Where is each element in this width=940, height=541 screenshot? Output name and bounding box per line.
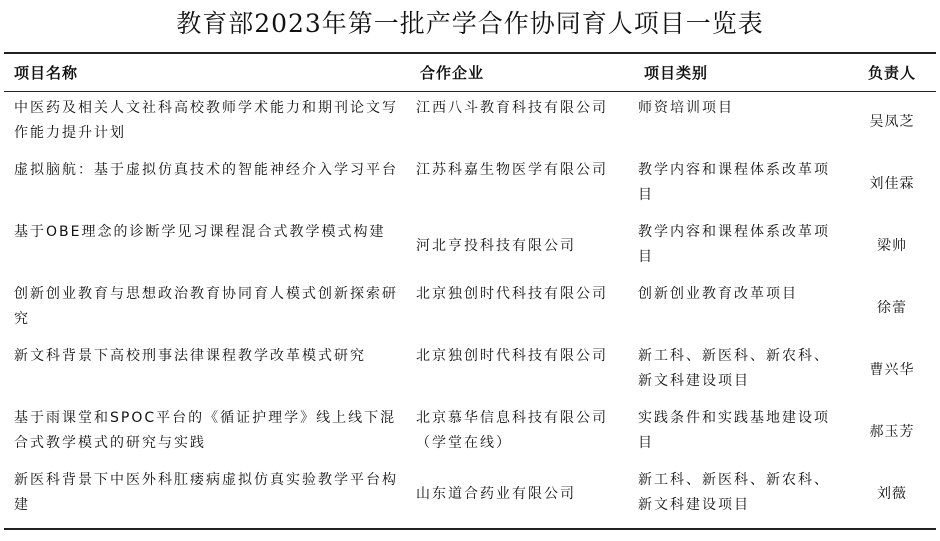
cell-category: 新工科、新医科、新农科、新文科建设项目	[638, 472, 830, 513]
cell-leader: 曹兴华	[869, 361, 915, 378]
cell-project-name: 虚拟脑航：基于虚拟仿真技术的智能神经介入学习平台	[14, 162, 398, 178]
cell-leader: 郝玉芳	[869, 423, 915, 440]
header-leader: 负责人	[867, 64, 916, 82]
table-row	[4, 463, 936, 525]
cell-leader: 徐蕾	[877, 299, 907, 316]
cell-project-name: 新文科背景下高校刑事法律课程教学改革模式研究	[14, 348, 366, 364]
table-row	[4, 215, 936, 277]
table-row	[4, 277, 936, 339]
cell-project-name: 创新创业教育与思想政治教育协同育人模式创新探索研究	[14, 286, 398, 327]
cell-category: 实践条件和实践基地建设项目	[638, 410, 830, 451]
cell-category: 教学内容和课程体系改革项目	[638, 162, 830, 203]
header-category: 项目类别	[644, 64, 709, 82]
cell-category: 教学内容和课程体系改革项目	[638, 224, 830, 265]
cell-category: 新工科、新医科、新农科、新文科建设项目	[638, 348, 830, 389]
table-row	[4, 339, 936, 401]
table-row	[4, 91, 936, 153]
cell-category: 创新创业教育改革项目	[638, 286, 798, 302]
table-row	[4, 401, 936, 463]
cell-leader: 刘佳霖	[869, 175, 915, 192]
cell-company: 北京独创时代科技有限公司	[416, 286, 608, 302]
cell-leader: 吴凤芝	[869, 113, 915, 130]
cell-company: 北京慕华信息科技有限公司（学堂在线）	[416, 410, 608, 451]
table-bottom-rule	[4, 528, 936, 530]
table-row	[4, 153, 936, 215]
cell-leader: 梁帅	[877, 237, 907, 254]
project-table	[4, 54, 936, 525]
cell-company: 江西八斗教育科技有限公司	[416, 100, 608, 116]
cell-leader: 刘薇	[877, 485, 907, 502]
cell-company: 山东道合药业有限公司	[416, 485, 576, 502]
header-project-name: 项目名称	[14, 64, 79, 82]
cell-project-name: 基于OBE理念的诊断学见习课程混合式教学模式构建	[14, 224, 386, 240]
cell-project-name: 中医药及相关人文社科高校教师学术能力和期刊论文写作能力提升计划	[14, 100, 398, 141]
cell-project-name: 基于雨课堂和SPOC平台的《循证护理学》线上线下混合式教学模式的研究与实践	[14, 410, 397, 451]
cell-company: 河北亨投科技有限公司	[416, 237, 576, 254]
cell-company: 江苏科嘉生物医学有限公司	[416, 162, 608, 178]
cell-company: 北京独创时代科技有限公司	[416, 348, 608, 364]
document-title: 教育部2023年第一批产学合作协同育人项目一览表	[176, 9, 764, 38]
header-company: 合作企业	[420, 64, 485, 82]
cell-category: 师资培训项目	[638, 100, 734, 116]
table-header-row	[4, 54, 936, 91]
cell-project-name: 新医科背景下中医外科肛瘘病虚拟仿真实验教学平台构建	[14, 472, 398, 513]
